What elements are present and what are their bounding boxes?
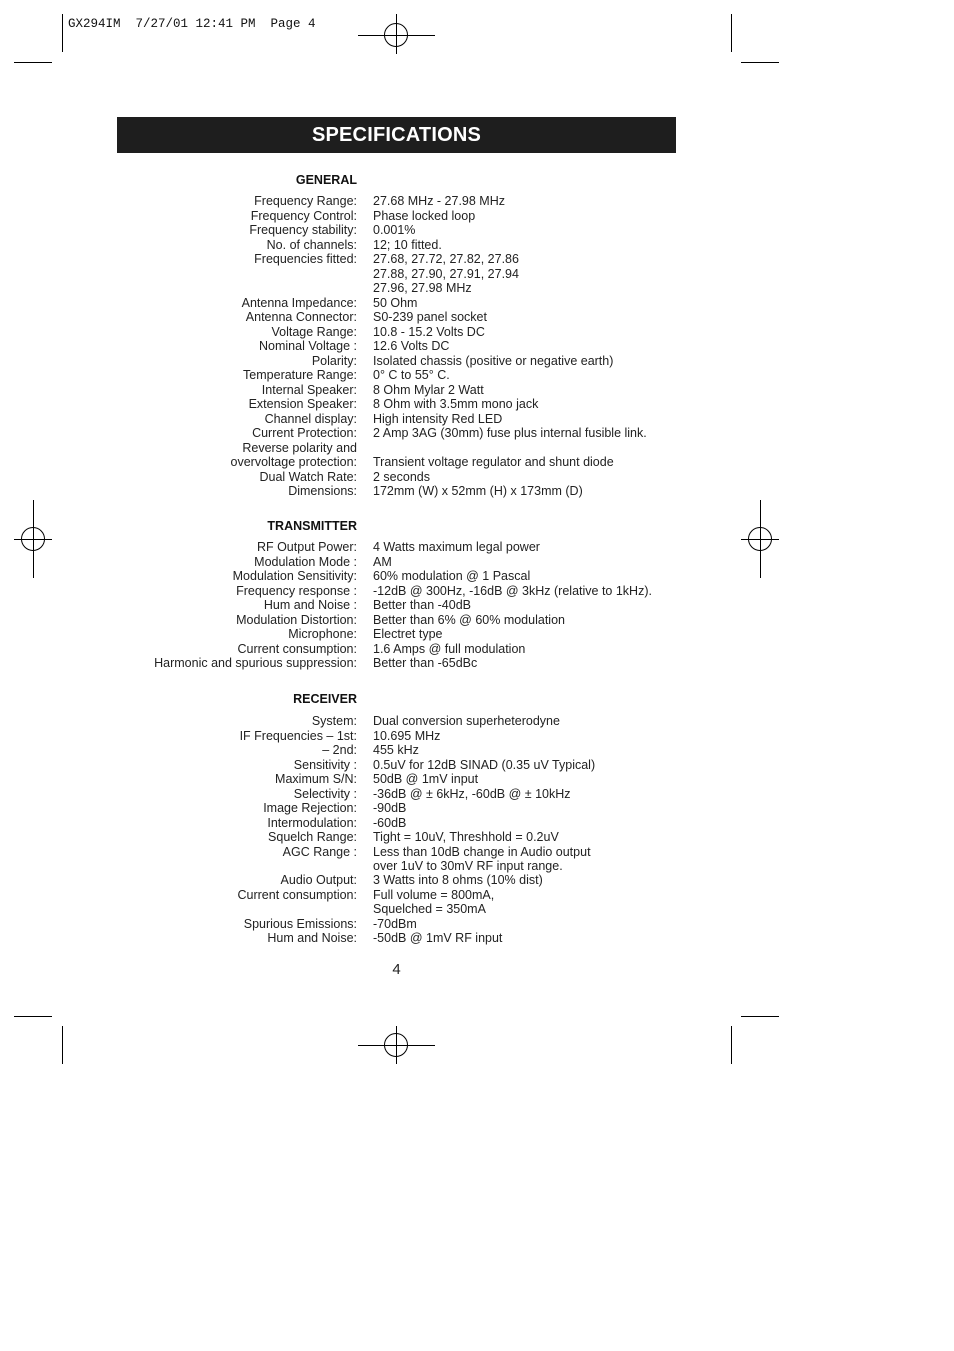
spec-row	[0, 238, 954, 253]
spec-label: Modulation Mode :	[254, 554, 357, 569]
spec-label: AGC Range :	[282, 844, 357, 859]
spec-value: 12; 10 fitted.	[373, 237, 442, 252]
spec-value: Isolated chassis (positive or negative earth)	[373, 353, 614, 368]
spec-value: -12dB @ 300Hz, -16dB @ 3kHz (relative to 1kHz).	[373, 583, 652, 598]
spec-value: 12.6 Volts DC	[373, 339, 450, 353]
spec-value: 27.96, 27.98 MHz	[373, 281, 472, 295]
spec-row	[0, 339, 954, 354]
spec-label: Nominal Voltage :	[259, 339, 357, 353]
spec-label: Frequency Control:	[250, 208, 357, 223]
spec-label: Squelch Range:	[268, 830, 357, 844]
spec-row	[0, 613, 954, 628]
spec-row	[0, 743, 954, 758]
spec-label: Sensitivity :	[293, 757, 357, 772]
spec-row	[0, 787, 954, 802]
spec-value: AM	[373, 554, 392, 569]
spec-value: 0° C to 55° C.	[373, 368, 450, 382]
spec-value: 4 Watts maximum legal power	[373, 540, 540, 554]
spec-value: 50dB @ 1mV input	[373, 772, 479, 786]
spec-label: overvoltage protection:	[230, 455, 357, 469]
spec-row	[0, 252, 954, 267]
spec-row	[0, 540, 954, 555]
spec-label: Temperature Range:	[243, 368, 357, 382]
spec-label: Extension Speaker:	[248, 397, 357, 411]
spec-row	[0, 758, 954, 773]
spec-value: 27.68, 27.72, 27.82, 27.86	[373, 252, 519, 266]
spec-label: IF Frequencies – 1st:	[239, 728, 357, 743]
spec-row	[0, 801, 954, 816]
spec-label: Frequency response :	[236, 583, 357, 598]
spec-row	[0, 816, 954, 831]
spec-value: Transient voltage regulator and shunt diode	[373, 455, 614, 469]
spec-value: 3 Watts into 8 ohms (10% dist)	[373, 873, 543, 887]
spec-label: Dual Watch Rate:	[259, 469, 357, 484]
spec-row	[0, 873, 954, 888]
spec-row	[0, 412, 954, 427]
spec-row	[0, 383, 954, 398]
spec-label: No. of channels:	[266, 237, 357, 252]
spec-row	[0, 209, 954, 224]
page-number: 4	[392, 961, 401, 978]
spec-value: Better than -65dBc	[373, 656, 478, 670]
spec-row	[0, 354, 954, 369]
spec-value: 0.5uV for 12dB SINAD (0.35 uV Typical)	[373, 757, 596, 772]
spec-label: Spurious Emissions:	[243, 916, 357, 931]
spec-value: Squelched = 350mA	[373, 902, 486, 916]
spec-label: Selectivity :	[293, 786, 357, 801]
spec-row	[0, 397, 954, 412]
spec-label: Dimensions:	[288, 484, 357, 498]
spec-value: -90dB	[373, 801, 407, 815]
spec-value: 2 seconds	[373, 469, 430, 484]
spec-label: Reverse polarity and	[242, 440, 357, 455]
spec-value: 455 kHz	[373, 743, 419, 757]
spec-row	[0, 642, 954, 657]
general-heading: GENERAL	[295, 173, 357, 187]
spec-row	[0, 845, 954, 860]
spec-value: S0-239 panel socket	[373, 310, 487, 324]
spec-value: over 1uV to 30mV RF input range.	[373, 859, 563, 873]
spec-row	[0, 441, 954, 456]
spec-row	[0, 584, 954, 599]
spec-row	[0, 470, 954, 485]
spec-row	[0, 772, 954, 787]
spec-value: 8 Ohm Mylar 2 Watt	[373, 382, 484, 397]
spec-row	[0, 656, 954, 671]
spec-value: 10.695 MHz	[373, 728, 441, 743]
spec-label: Frequencies fitted:	[254, 252, 357, 266]
spec-label: Intermodulation:	[267, 815, 357, 830]
receiver-heading: RECEIVER	[293, 692, 357, 706]
spec-row	[0, 455, 954, 470]
spec-value: 10.8 - 15.2 Volts DC	[373, 324, 485, 339]
spec-label: Harmonic and spurious suppression:	[154, 656, 357, 670]
spec-label: Current consumption:	[237, 887, 357, 902]
spec-value: 27.68 MHz - 27.98 MHz	[373, 194, 505, 208]
spec-row	[0, 627, 954, 642]
spec-label: Hum and Noise :	[263, 598, 357, 612]
spec-label: Audio Output:	[280, 873, 357, 887]
spec-value: Better than -40dB	[373, 598, 471, 612]
spec-label: Channel display:	[264, 411, 357, 426]
spec-value: 50 Ohm	[373, 295, 418, 310]
spec-label: Modulation Sensitivity:	[232, 569, 357, 583]
spec-value: 2 Amp 3AG (30mm) fuse plus internal fusible link.	[373, 426, 647, 440]
spec-value: Less than 10dB change in Audio output	[373, 844, 591, 859]
spec-row	[0, 194, 954, 209]
spec-value: Tight = 10uV, Threshhold = 0.2uV	[373, 830, 559, 844]
spec-row	[0, 368, 954, 383]
spec-value: 60% modulation @ 1 Pascal	[373, 569, 531, 583]
spec-value: -60dB	[373, 815, 407, 830]
spec-label: System:	[311, 714, 357, 728]
spec-label: RF Output Power:	[256, 540, 357, 554]
spec-label: Antenna Impedance:	[241, 295, 357, 310]
spec-label: Antenna Connector:	[245, 310, 357, 324]
spec-value: 1.6 Amps @ full modulation	[373, 641, 526, 656]
spec-label: Frequency stability:	[249, 223, 357, 237]
spec-row	[0, 223, 954, 238]
spec-value: 0.001%	[373, 223, 416, 237]
spec-row	[0, 325, 954, 340]
spec-row	[0, 714, 954, 729]
spec-row	[0, 310, 954, 325]
spec-label: Modulation Distortion:	[236, 612, 357, 627]
spec-label: Current consumption:	[237, 641, 357, 656]
spec-label: Internal Speaker:	[261, 382, 357, 397]
spec-row	[0, 296, 954, 311]
spec-value: Dual conversion superheterodyne	[373, 714, 560, 728]
spec-row	[0, 729, 954, 744]
spec-label: Voltage Range:	[271, 324, 357, 339]
spec-value: Electret type	[373, 627, 443, 641]
spec-label: Image Rejection:	[263, 801, 357, 815]
spec-label: – 2nd:	[322, 743, 357, 757]
spec-value: High intensity Red LED	[373, 411, 503, 426]
spec-row	[0, 598, 954, 613]
spec-row	[0, 484, 954, 499]
spec-row	[0, 931, 954, 946]
spec-row	[0, 267, 954, 282]
spec-value: -36dB @ ± 6kHz, -60dB @ ± 10kHz	[373, 786, 571, 801]
spec-label: Frequency Range:	[254, 194, 357, 208]
spec-label: Maximum S/N:	[275, 772, 357, 786]
spec-row	[0, 569, 954, 584]
spec-row	[0, 426, 954, 441]
spec-value: Phase locked loop	[373, 208, 476, 223]
spec-value: Full volume = 800mA,	[373, 887, 495, 902]
printer-slug: GX294IM 7/27/01 12:41 PM Page 4	[68, 17, 316, 31]
spec-value: 27.88, 27.90, 27.91, 27.94	[373, 266, 519, 281]
spec-row	[0, 830, 954, 845]
spec-value: -50dB @ 1mV RF input	[373, 931, 503, 945]
spec-value: -70dBm	[373, 916, 417, 931]
spec-value: 172mm (W) x 52mm (H) x 173mm (D)	[373, 484, 583, 498]
spec-label: Hum and Noise:	[267, 931, 357, 945]
spec-row	[0, 281, 954, 296]
transmitter-heading: TRANSMITTER	[267, 519, 357, 533]
spec-row	[0, 859, 954, 874]
spec-row	[0, 902, 954, 917]
spec-row	[0, 917, 954, 932]
spec-value: 8 Ohm with 3.5mm mono jack	[373, 397, 539, 411]
spec-label: Current Protection:	[252, 426, 357, 440]
spec-label: Polarity:	[311, 353, 357, 368]
spec-row	[0, 888, 954, 903]
spec-label: Microphone:	[288, 627, 357, 641]
spec-row	[0, 555, 954, 570]
page-title: SPECIFICATIONS	[311, 123, 482, 146]
title-banner	[117, 117, 676, 153]
spec-value: Better than 6% @ 60% modulation	[373, 612, 565, 627]
